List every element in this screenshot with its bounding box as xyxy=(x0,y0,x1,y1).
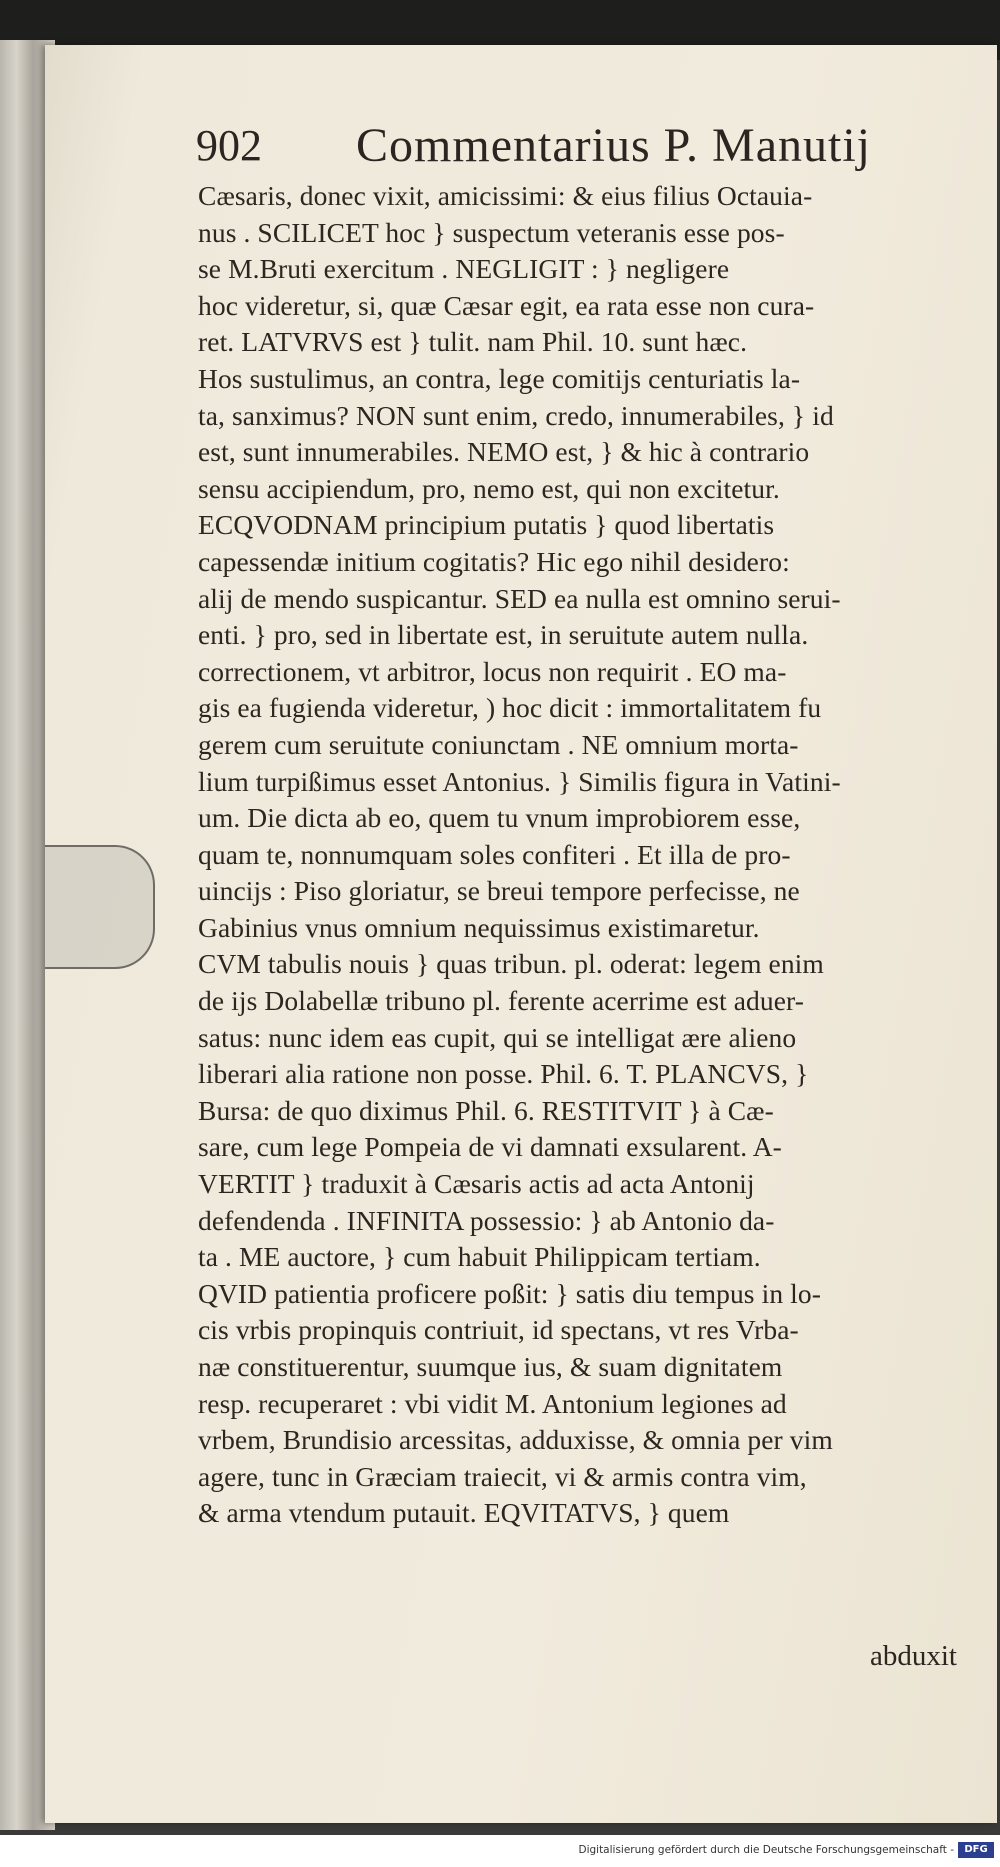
text-line: QVID patientia proficere poßit: } satis diu tempus in lo- xyxy=(198,1277,821,1309)
text-line: sensu accipiendum, pro, nemo est, qui non excitetur. xyxy=(198,472,780,504)
text-line: agere, tunc in Græciam traiecit, vi & armis contra vim, xyxy=(198,1460,807,1492)
text-line: Cæsaris, donec vixit, amicissimi: & eius filius Octauia- xyxy=(198,180,813,211)
text-line: quam te, nonnumquam soles confiteri . Et illa de pro- xyxy=(198,838,791,870)
text-line: CVM tabulis nouis } quas tribun. pl. oderat: legem enim xyxy=(198,948,824,980)
text-line: Bursa: de quo diximus Phil. 6. RESTITVIT } à Cæ- xyxy=(198,1094,774,1126)
dfg-logo: DFG xyxy=(958,1842,994,1858)
text-line: ret. LATVRVS est } tulit. nam Phil. 10. sunt hæc. xyxy=(198,326,748,358)
text-line: ta, sanximus? NON sunt enim, credo, innumerabiles, } id xyxy=(198,399,834,431)
text-line: capessendæ initium cogitatis? Hic ego nihil desidero: xyxy=(198,545,790,577)
text-line: alij de mendo suspicantur. SED ea nulla est omnino serui- xyxy=(198,582,841,614)
text-line: gerem cum seruitute coniunctam . NE omnium morta- xyxy=(198,728,799,760)
text-line: satus: nunc idem eas cupit, qui se intelligat ære alieno xyxy=(198,1021,797,1053)
text-line: & arma vtendum putauit. EQVITATVS, } quem xyxy=(198,1497,730,1529)
text-line: enti. } pro, sed in libertate est, in seruitute autem nulla. xyxy=(198,619,809,651)
page-number: 902 xyxy=(196,121,262,170)
text-line: sare, cum lege Pompeia de vi damnati exsularent. A- xyxy=(198,1131,782,1163)
text-line: est, sunt innumerabiles. NEMO est, } & hic à contrario xyxy=(198,436,810,468)
commentary-text xyxy=(198,178,988,1532)
text-line: de ijs Dolabellæ tribuno pl. ferente acerrime est aduer- xyxy=(198,985,804,1017)
page-clip xyxy=(45,845,155,969)
text-line: næ constituerentur, suumque ius, & suam dignitatem xyxy=(198,1351,783,1382)
text-line: resp. recuperaret : vbi vidit M. Antonium legiones ad xyxy=(198,1387,787,1419)
running-title: Commentarius P. Manutij xyxy=(356,119,871,172)
text-line: se M.Bruti exercitum . NEGLIGIT : } negligere xyxy=(198,253,730,285)
text-line: liberari alia ratione non posse. Phil. 6. T. PLANCVS, } xyxy=(198,1058,809,1090)
text-line: cis vrbis propinquis contriuit, id spectans, vt res Vrba- xyxy=(198,1314,799,1346)
page-header xyxy=(196,118,986,174)
text-line: Hos sustulimus, an contra, lege comitijs centuriatis la- xyxy=(198,362,801,394)
text-line: defendenda . INFINITA possessio: } ab Antonio da- xyxy=(198,1204,775,1236)
text-line: Gabinius vnus omnium nequissimus existimaretur. xyxy=(198,911,760,943)
text-line: lium turpißimus esset Antonius. } Similis figura in Vatini- xyxy=(198,765,841,797)
text-line: uincijs : Piso gloriatur, se breui tempore perfecisse, ne xyxy=(198,875,800,907)
text-line: gis ea fugienda videretur, ) hoc dicit : immortalitatem fu xyxy=(198,692,822,724)
text-line: ECQVODNAM principium putatis } quod libertatis xyxy=(198,509,775,541)
text-line: VERTIT } traduxit à Cæsaris actis ad acta Antonij xyxy=(198,1168,755,1200)
text-line: correctionem, vt arbitror, locus non requirit . EO ma- xyxy=(198,655,787,687)
catchword: abduxit xyxy=(870,1640,957,1672)
text-line: nus . SCILICET hoc } suspectum veteranis esse pos- xyxy=(198,216,785,248)
text-line: hoc videretur, si, quæ Cæsar egit, ea rata esse non cura- xyxy=(198,289,815,321)
text-line: vrbem, Brundisio arcessitas, adduxisse, & omnia per vim xyxy=(198,1424,833,1456)
text-line: ta . ME auctore, } cum habuit Philippicam tertiam. xyxy=(198,1241,761,1273)
funding-note: Digitalisierung gefördert durch die Deutsche Forschungsgemeinschaft - xyxy=(578,1844,954,1856)
text-line: um. Die dicta ab eo, quem tu vnum improbiorem esse, xyxy=(198,802,801,834)
